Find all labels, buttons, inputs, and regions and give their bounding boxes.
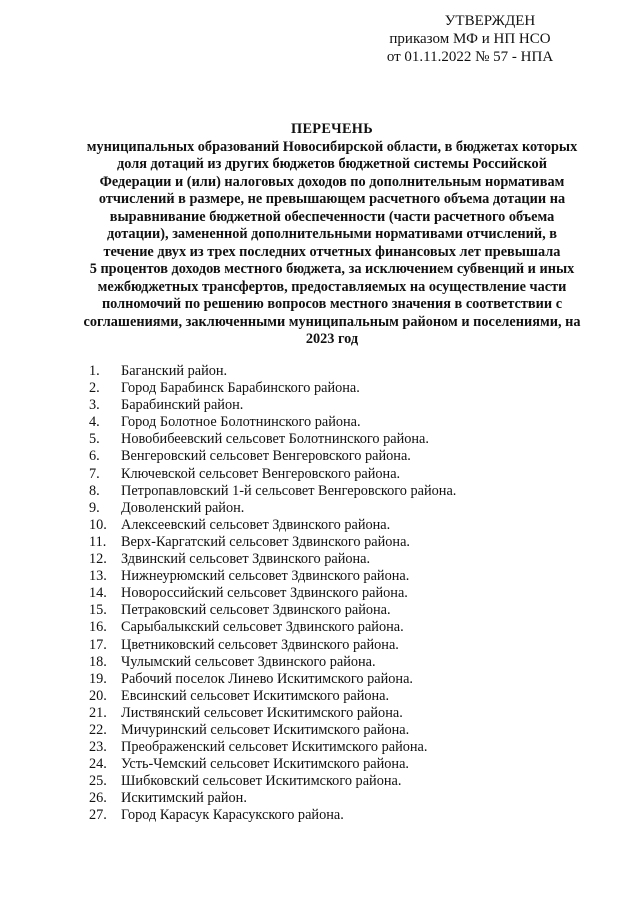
list-item-name: Венгеровский сельсовет Венгеровского района. [121, 448, 411, 465]
list-item-name: Цветниковский сельсовет Здвинского района. [121, 636, 399, 653]
list-item-name: Нижнеурюмский сельсовет Здвинского района. [121, 568, 410, 585]
list-item-number: 18. [89, 653, 107, 670]
list-item-name: Город Карасук Карасукского района. [121, 807, 344, 824]
list-item-number: 13. [89, 568, 107, 585]
list-item-number: 25. [89, 773, 107, 790]
list-item-number: 1. [89, 363, 100, 379]
subtitle-line: 5 процентов доходов местного бюджета, за исключением субвенций и иных [89, 261, 575, 277]
list-item-name: Петраковский сельсовет Здвинского района. [121, 602, 391, 619]
list-item-number: 23. [89, 739, 107, 756]
list-item-name: Алексеевский сельсовет Здвинского района. [121, 516, 391, 533]
list-item-name: Доволенский район. [121, 499, 245, 516]
list-item-number: 5. [89, 431, 100, 448]
list-item-name: Город Болотное Болотнинского района. [121, 414, 361, 431]
approval-title: УТВЕРЖДЕН [444, 13, 536, 29]
approval-stamp [360, 12, 580, 66]
list-item-number: 8. [89, 482, 100, 499]
list-item-number: 11. [89, 533, 107, 550]
list-item-name: Рабочий поселок Линево Искитимского района. [121, 670, 413, 687]
list-item-number: 27. [89, 807, 107, 824]
document-heading: ПЕРЕЧЕНЬ [291, 121, 373, 137]
list-item-number: 19. [89, 670, 107, 687]
list-item-number: 26. [89, 790, 107, 807]
list-item-number: 14. [89, 585, 107, 602]
list-item-name: Сарыбалыкский сельсовет Здвинского района. [121, 619, 404, 636]
approval-date: от 01.11.2022 № 57 - НПА [386, 49, 554, 65]
list-item-name: Шибковский сельсовет Искитимского района. [121, 773, 402, 790]
subtitle-line: полномочий по решению вопросов местного значения в соответствии с [101, 296, 563, 312]
subtitle-line: Федерации и (или) налоговых доходов по дополнительным нормативам [99, 173, 565, 190]
subtitle-line: 2023 год [305, 331, 359, 347]
list-item-number: 17. [89, 636, 107, 653]
list-item-name: Здвинский сельсовет Здвинского района. [121, 551, 371, 568]
list-item-name: Усть-Чемский сельсовет Искитимского района. [121, 756, 410, 773]
subtitle-line: отчислений в размере, не превышающем расчетного объема дотации на [98, 191, 566, 207]
list-item-name: Мичуринский сельсовет Искитимского района. [121, 721, 410, 738]
list-item-number: 16. [89, 619, 107, 636]
list-item-name: Баганский район. [121, 363, 228, 379]
list-item-name: Преображенский сельсовет Искитимского района. [121, 739, 428, 756]
list-item-number: 21. [89, 704, 107, 721]
subtitle-line: выравнивание бюджетной обеспеченности (части расчетного объема [109, 208, 555, 225]
list-item-number: 22. [89, 721, 107, 738]
list-item-number: 12. [89, 551, 107, 568]
list-item-name: Барабинский район. [121, 397, 244, 414]
subtitle-line: дотации), замененной дополнительными нормативами отчислений, в [107, 226, 557, 242]
list-item-number: 7. [89, 465, 100, 482]
subtitle-line: доля дотаций из других бюджетов бюджетной системы Российской [117, 156, 547, 172]
list-item-name: Новороссийский сельсовет Здвинского района. [121, 585, 408, 602]
subtitle-line: межбюджетных трансфертов, предоставляемых на осуществление части [97, 278, 567, 295]
list-item-name: Город Барабинск Барабинского района. [121, 380, 360, 397]
list-item-name: Евсинский сельсовет Искитимского района. [121, 687, 390, 704]
subtitle-line: муниципальных образований Новосибирской области, в бюджетах которых [86, 138, 578, 155]
subtitle-line: соглашениями, заключенными муниципальным районом и поселениями, на [83, 313, 581, 330]
list-item-name: Искитимский район. [121, 790, 247, 807]
list-item-number: 2. [89, 380, 100, 397]
approval-order: приказом МФ и НП НСО [389, 31, 551, 47]
list-item-name: Ключевской сельсовет Венгеровского района. [121, 465, 401, 482]
document-title [62, 121, 602, 349]
list-item-number: 3. [89, 397, 100, 414]
list-item-number: 15. [89, 602, 107, 619]
list-item-number: 10. [89, 516, 107, 533]
list-item-number: 4. [89, 414, 100, 431]
list-item-number: 24. [89, 756, 107, 773]
list-item-number: 9. [89, 499, 100, 516]
list-item-number: 6. [89, 448, 100, 465]
list-item-name: Чулымский сельсовет Здвинского района. [121, 653, 376, 670]
list-item-name: Верх-Каргатский сельсовет Здвинского района. [121, 533, 411, 550]
list-item-name: Петропавловский 1-й сельсовет Венгеровского района. [121, 482, 457, 499]
list-item-name: Листвянский сельсовет Искитимского района. [121, 704, 403, 721]
list-item-name: Новобибеевский сельсовет Болотнинского района. [121, 431, 429, 448]
subtitle-line: течение двух из трех последних отчетных финансовых лет превышала [103, 243, 561, 260]
list-item-number: 20. [89, 687, 107, 704]
